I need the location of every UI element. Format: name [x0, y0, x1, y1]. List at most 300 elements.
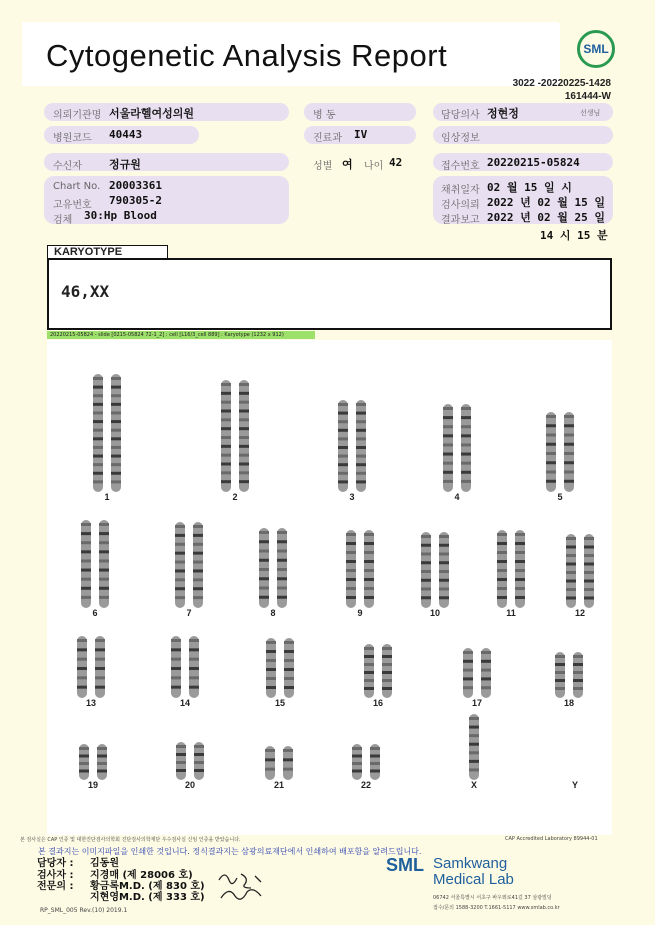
chromosome-band	[81, 523, 91, 526]
chromosome-label-15: 15	[274, 698, 286, 708]
chromosome-band	[356, 420, 366, 423]
chromosome-band	[497, 596, 507, 599]
chromosome-band	[189, 667, 199, 670]
chromosome-band	[555, 655, 565, 658]
chromosome-band	[439, 553, 449, 556]
chromosome-band	[265, 749, 275, 752]
chromosome-band	[259, 559, 269, 562]
chromosome-pair-19	[79, 744, 107, 790]
karyogram-image	[47, 340, 612, 835]
chromosome-band	[284, 650, 294, 653]
chromosome-label-X: X	[470, 780, 478, 790]
chromosome-band	[77, 676, 87, 679]
staff-value-1: 지경매 (제 28006 호)	[90, 870, 193, 881]
chromosome-band	[175, 552, 185, 555]
institution-value: 서울라헬여성의원	[109, 107, 195, 120]
chromosome-band	[97, 762, 107, 765]
chromosome-band	[469, 743, 479, 746]
chromosome-band	[259, 587, 269, 590]
chromosome-label-22: 22	[360, 780, 372, 790]
chromosome-pair-21	[265, 746, 293, 790]
chromosome-band	[175, 543, 185, 546]
chromosome-band	[259, 540, 269, 543]
chromosome-band	[443, 462, 453, 465]
chromosome-band	[515, 578, 525, 581]
chromosome-band	[546, 461, 556, 464]
chromosome-band	[515, 551, 525, 554]
chromosome-band	[111, 403, 121, 406]
chromosome-band	[564, 461, 574, 464]
chromosome-band	[497, 551, 507, 554]
chromosome-band	[77, 686, 87, 689]
chromosome-band	[566, 563, 576, 566]
chromosome-band	[171, 667, 181, 670]
clinical-info-label: 임상정보	[441, 133, 480, 144]
chromosome-band	[546, 424, 556, 427]
chromosome-band	[346, 596, 356, 599]
chromosome-label-10: 10	[429, 608, 441, 618]
chromosome-band	[356, 480, 366, 483]
recipient-label: 수신자	[53, 161, 82, 172]
chromosome-band	[175, 596, 185, 599]
chromosome-pair-5	[546, 412, 574, 502]
chromosome-band	[99, 559, 109, 562]
hospital-code-label: 병원코드	[53, 133, 92, 144]
chromosome-band	[584, 546, 594, 549]
notice-text: 본 결과지는 이미지파일을 인쇄한 것입니다. 정식결과지는 삼광의료재단에서 인쇄하여 배포함을 알려드립니다.	[38, 847, 422, 856]
chromosome-band	[81, 569, 91, 572]
chromosome-label-20: 20	[184, 780, 196, 790]
chromosome-band	[176, 753, 186, 756]
karyotype-tab: KARYOTYPE	[47, 245, 168, 259]
chromosome-band	[239, 392, 249, 395]
chromosome-pair-9	[346, 530, 374, 618]
karyogram-svg	[47, 340, 612, 835]
image-caption: 20220215-05824 - slide [0215-05824 72-1_2] : cell [L16/3_cell 889] : Karyotype (1232 x 912)	[47, 331, 315, 339]
chromosome-pair-15	[266, 638, 294, 708]
chromosome-band	[95, 648, 105, 651]
chromosome-band	[266, 677, 276, 680]
chromosome-band	[93, 455, 103, 458]
chromosome-band	[497, 533, 507, 536]
chromosome-band	[461, 425, 471, 428]
chromosome-band	[515, 560, 525, 563]
chromosome-band	[111, 394, 121, 397]
chromosome-band	[111, 429, 121, 432]
chromosome-band	[382, 671, 392, 674]
chromosome-band	[364, 663, 374, 666]
chromosome-band	[515, 569, 525, 572]
lab-name-line1: Samkwang	[433, 855, 508, 872]
id-no-value: 790305-2	[109, 194, 162, 207]
chromosome-band	[573, 671, 583, 674]
lab-name-line2: Medical Lab	[433, 871, 514, 888]
chromosome-band	[370, 755, 380, 758]
chromosome-band	[266, 686, 276, 689]
chromosome-band	[193, 587, 203, 590]
chromosome-band	[93, 386, 103, 389]
chromosome-band	[111, 411, 121, 414]
request-date-value: 2022 년 02 월 15 일	[487, 196, 605, 209]
chromosome-band	[461, 453, 471, 456]
chromosome-band	[346, 569, 356, 572]
chromosome-band	[266, 659, 276, 662]
chromosome-pair-7	[175, 522, 203, 618]
sex-label: 성별	[313, 161, 333, 172]
specimen-value: 30:Hp Blood	[84, 209, 157, 222]
chromosome-band	[93, 411, 103, 414]
chromosome-label-19: 19	[87, 780, 99, 790]
chromosome-band	[370, 762, 380, 765]
chromosome-band	[555, 663, 565, 666]
chromosome-label-5: 5	[557, 492, 563, 502]
chromosome-band	[515, 587, 525, 590]
chromosome-band	[439, 579, 449, 582]
chromosome-pair-1	[93, 374, 121, 502]
chromosome-band	[193, 561, 203, 564]
chromosome-band	[81, 559, 91, 562]
chromosome-band	[461, 471, 471, 474]
chromosome-band	[283, 768, 293, 771]
chromosome-band	[81, 532, 91, 535]
accession-value: 20220215-05824	[487, 156, 580, 169]
chromosome-band	[439, 588, 449, 591]
chromosome-band	[93, 437, 103, 440]
chromosome-band	[382, 655, 392, 658]
chromosome-band	[175, 587, 185, 590]
chromosome-band	[364, 542, 374, 545]
chromosome-band	[284, 686, 294, 689]
chromosome-band	[221, 383, 231, 386]
chromosome-label-8: 8	[270, 608, 276, 618]
chromosome-band	[346, 578, 356, 581]
chromosome-band	[338, 412, 348, 415]
chromosome-band	[573, 655, 583, 658]
chromosome-band	[566, 537, 576, 540]
chromosome-band	[338, 463, 348, 466]
chromosome-band	[564, 434, 574, 437]
chromosome-band	[382, 663, 392, 666]
chromosome-band	[111, 437, 121, 440]
chromosome-band	[352, 755, 362, 758]
chromosome-band	[221, 401, 231, 404]
chromosome-band	[81, 587, 91, 590]
chromosome-band	[95, 667, 105, 670]
chromosome-band	[573, 663, 583, 666]
chromosome-band	[584, 580, 594, 583]
chromosome	[481, 648, 491, 698]
hospital-code-value: 40443	[109, 128, 143, 141]
chromosome-band	[564, 480, 574, 483]
chromosome-band	[463, 686, 473, 689]
chromosome-band	[277, 531, 287, 534]
chromosome-band	[481, 677, 491, 680]
collect-date-value: 02 월 15 일 시	[487, 181, 572, 194]
chromosome-pair-17	[463, 648, 491, 708]
chromosome-band	[79, 747, 89, 750]
chromosome-band	[356, 472, 366, 475]
ward-label: 병 동	[313, 110, 336, 121]
chromosome-band	[221, 463, 231, 466]
chromosome-band	[584, 554, 594, 557]
chromosome-band	[439, 570, 449, 573]
chromosome-band	[497, 560, 507, 563]
chromosome-pair-11	[497, 530, 525, 618]
chromosome-band	[99, 541, 109, 544]
chromosome-band	[346, 587, 356, 590]
chromosome-band	[81, 550, 91, 553]
chromosome-band	[93, 403, 103, 406]
chromosome-band	[469, 760, 479, 763]
chromosome-band	[584, 571, 594, 574]
chromosome-band	[421, 596, 431, 599]
chromosome-band	[93, 420, 103, 423]
staff-value-0: 김동원	[90, 858, 119, 869]
chromosome-band	[111, 420, 121, 423]
chromosome-pair-3	[338, 400, 366, 502]
chromosome-band	[283, 758, 293, 761]
report-id	[513, 77, 611, 103]
chromosome-band	[265, 768, 275, 771]
chromosome-band	[93, 394, 103, 397]
chromosome	[463, 648, 473, 698]
chromosome-band	[584, 588, 594, 591]
chromosome-band	[439, 544, 449, 547]
chromosome-band	[284, 659, 294, 662]
chromosome-band	[564, 452, 574, 455]
chromosome-label-4: 4	[454, 492, 460, 502]
chromosome-pair-12	[566, 534, 594, 618]
chromosome-band	[77, 648, 87, 651]
chromosome-pair-2	[221, 380, 249, 502]
chromosome	[555, 652, 565, 698]
chromosome-band	[546, 415, 556, 418]
chromosome-band	[564, 424, 574, 427]
chromosome-band	[239, 427, 249, 430]
staff-value-2: 황금록M.D. (제 830 호)	[90, 881, 205, 892]
cert-text: 본 검사실은 CAP 인증 및 대한진단검사의학회 진단검사의학재단 우수검사실 신임 인증을 받았습니다.	[20, 837, 241, 843]
chromosome-band	[239, 410, 249, 413]
chromosome-band	[346, 542, 356, 545]
chromosome-band	[421, 561, 431, 564]
staff-label-1: 검사자 :	[37, 870, 74, 881]
chromosome-band	[193, 596, 203, 599]
chromosome-band	[566, 571, 576, 574]
chromosome	[573, 652, 583, 698]
lab-logo: SML	[386, 855, 424, 875]
chromosome-pair-Y	[572, 780, 578, 790]
chromosome-band	[443, 416, 453, 419]
chromosome-band	[93, 377, 103, 380]
collect-date-label: 채취일자	[441, 185, 480, 196]
chart-no-label: Chart No.	[53, 181, 101, 192]
chromosome-band	[193, 578, 203, 581]
chromosome-band	[171, 639, 181, 642]
report-date-value: 2022 년 02 월 25 일	[487, 211, 605, 224]
chromosome-band	[443, 407, 453, 410]
chromosome-band	[469, 726, 479, 729]
chromosome-band	[356, 463, 366, 466]
chromosome-label-1: 1	[104, 492, 110, 502]
chromosome-band	[461, 434, 471, 437]
chromosome-band	[111, 377, 121, 380]
chromosome-band	[364, 587, 374, 590]
chromosome-band	[239, 480, 249, 483]
chromosome-band	[111, 472, 121, 475]
chromosome-band	[461, 480, 471, 483]
chromosome-band	[546, 443, 556, 446]
chromosome-band	[481, 669, 491, 672]
chromosome-band	[515, 533, 525, 536]
chromosome-band	[93, 472, 103, 475]
chromosome-pair-18	[555, 652, 583, 708]
chromosome-band	[221, 418, 231, 421]
chromosome-band	[469, 751, 479, 754]
chromosome-band	[346, 560, 356, 563]
chromosome-band	[346, 533, 356, 536]
chromosome-band	[99, 596, 109, 599]
chart-no-value: 20003361	[109, 179, 162, 192]
chromosome-label-14: 14	[179, 698, 191, 708]
chromosome-band	[221, 410, 231, 413]
chromosome-band	[265, 758, 275, 761]
accession-label: 접수번호	[441, 161, 480, 172]
chromosome-band	[77, 667, 87, 670]
institution-label: 의뢰기관명	[53, 110, 102, 121]
chromosome-band	[175, 534, 185, 537]
chromosome-pair-16	[364, 644, 392, 708]
chromosome-band	[443, 453, 453, 456]
chromosome-pair-10	[421, 532, 449, 618]
request-date-label: 검사의뢰	[441, 200, 480, 211]
chromosome-band	[79, 755, 89, 758]
chromosome-pair-13	[77, 636, 105, 708]
chromosome-band	[284, 677, 294, 680]
chromosome-band	[364, 679, 374, 682]
form-code: RP_SML_005 Rev.(10) 2019.1	[40, 907, 128, 914]
chromosome-band	[463, 651, 473, 654]
chromosome-band	[364, 687, 374, 690]
chromosome-band	[555, 671, 565, 674]
chromosome-band	[443, 425, 453, 428]
chromosome-band	[239, 418, 249, 421]
chromosome-band	[79, 770, 89, 773]
karyotype-result: 46,XX	[61, 282, 110, 301]
recipient-value: 정규원	[109, 158, 141, 171]
chromosome-band	[364, 569, 374, 572]
chromosome-band	[266, 650, 276, 653]
chromosome-band	[193, 543, 203, 546]
chromosome-band	[221, 471, 231, 474]
chromosome-band	[364, 560, 374, 563]
chromosome-band	[259, 596, 269, 599]
chromosome-pair-14	[171, 636, 199, 708]
chromosome-band	[352, 747, 362, 750]
chromosome-band	[77, 639, 87, 642]
chromosome-band	[515, 542, 525, 545]
chromosome-band	[221, 445, 231, 448]
chromosome-band	[364, 578, 374, 581]
chromosome-band	[194, 745, 204, 748]
chromosome-band	[194, 769, 204, 772]
sex-value: 여	[342, 158, 353, 171]
chromosome-band	[239, 471, 249, 474]
doctor-value: 정현정	[487, 107, 519, 120]
chromosome-label-18: 18	[563, 698, 575, 708]
chromosome-band	[277, 587, 287, 590]
chromosome-band	[564, 443, 574, 446]
chromosome-band	[338, 472, 348, 475]
chromosome-band	[97, 755, 107, 758]
chromosome-band	[259, 568, 269, 571]
doctor-label: 담당의사	[441, 110, 480, 121]
chromosome-pair-4	[443, 404, 471, 502]
report-date-label: 결과보고	[441, 215, 480, 226]
chromosome-band	[193, 525, 203, 528]
chromosome-band	[111, 480, 121, 483]
chromosome-band	[194, 753, 204, 756]
chromosome-band	[221, 480, 231, 483]
chromosome-band	[481, 651, 491, 654]
chromosome-band	[364, 655, 374, 658]
chromosome-band	[189, 639, 199, 642]
chromosome-band	[338, 429, 348, 432]
chromosome-band	[175, 569, 185, 572]
chromosome-label-2: 2	[232, 492, 238, 502]
chromosome-band	[443, 480, 453, 483]
chromosome-band	[515, 596, 525, 599]
chromosome-band	[573, 679, 583, 682]
chromosome-pair-20	[176, 742, 204, 790]
chromosome-band	[439, 561, 449, 564]
chromosome-band	[97, 747, 107, 750]
chromosome-label-13: 13	[85, 698, 97, 708]
chromosome-band	[239, 401, 249, 404]
doctor-suffix: 선생님	[580, 109, 601, 117]
chromosome-band	[95, 686, 105, 689]
chromosome-band	[443, 434, 453, 437]
chromosome-band	[555, 679, 565, 682]
chromosome-band	[277, 550, 287, 553]
chromosome-band	[439, 596, 449, 599]
chromosome-pair-8	[259, 528, 287, 618]
chromosome-band	[171, 658, 181, 661]
chromosome-band	[546, 480, 556, 483]
chromosome-band	[93, 463, 103, 466]
chromosome-band	[221, 392, 231, 395]
chromosome-band	[421, 570, 431, 573]
chromosome-band	[221, 454, 231, 457]
chromosome-band	[463, 660, 473, 663]
report-id-line2: 161444-W	[564, 91, 611, 102]
chromosome-band	[175, 561, 185, 564]
specimen-label: 검체	[53, 215, 73, 226]
chromosome-pair-6	[81, 520, 109, 618]
chromosome-band	[97, 770, 107, 773]
chromosome-band	[546, 452, 556, 455]
dept-label: 진료과	[313, 133, 342, 144]
chromosome-band	[81, 578, 91, 581]
report-title: Cytogenetic Analysis Report	[46, 38, 448, 73]
chromosome-band	[99, 523, 109, 526]
chromosome-band	[566, 554, 576, 557]
chromosome-band	[497, 578, 507, 581]
chromosome-band	[461, 443, 471, 446]
staff-value-3: 지현영M.D. (제 333 호)	[90, 892, 205, 903]
chromosome-band	[277, 568, 287, 571]
age-label: 나이	[364, 161, 384, 172]
chromosome-band	[81, 596, 91, 599]
